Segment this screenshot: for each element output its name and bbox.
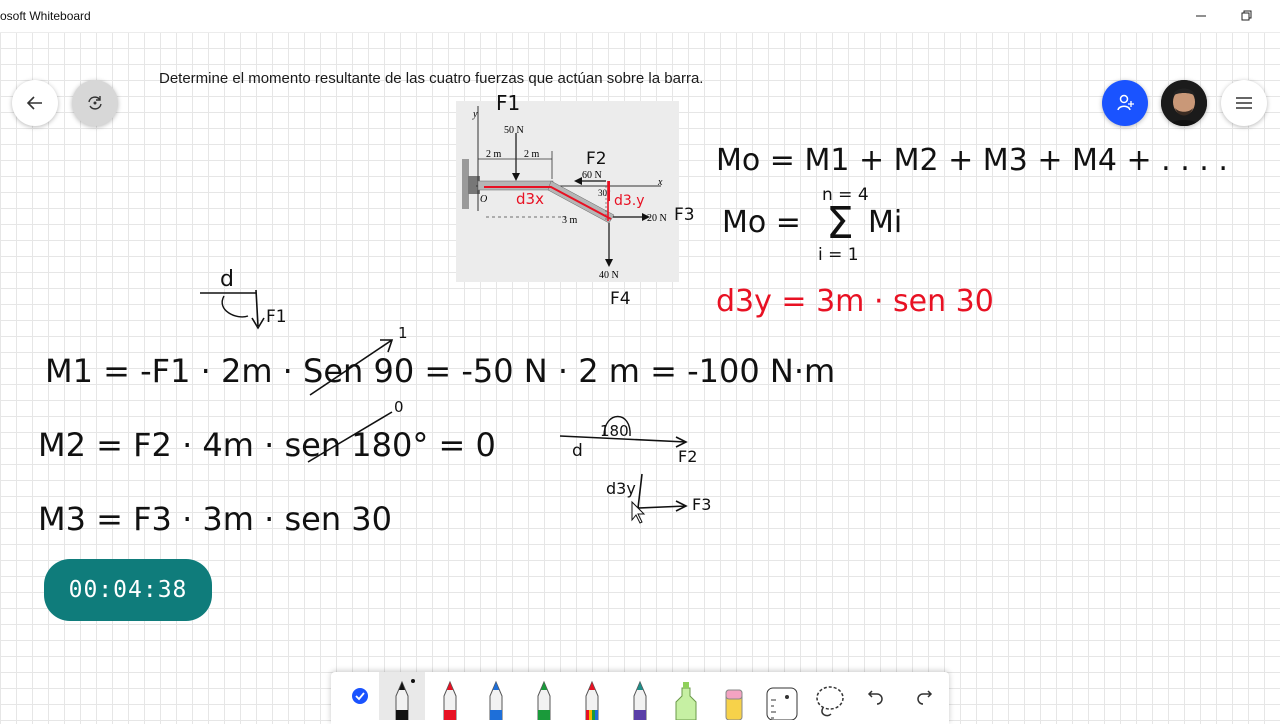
lasso-icon <box>813 680 847 720</box>
ink-m3-eq: M3 = F3 · 3m · sen 30 <box>38 500 392 538</box>
red-d3x-label: d3x <box>516 190 544 208</box>
tool-rainbow-pen[interactable] <box>569 672 615 720</box>
redo-icon <box>914 686 934 706</box>
label-20n: 20 N <box>647 213 667 224</box>
ink-one: 1 <box>398 324 408 342</box>
tool-red-pen[interactable] <box>427 672 473 720</box>
label-3m: 3 m <box>562 215 578 226</box>
eraser-icon <box>721 678 747 720</box>
ink-deg-zero: 0 <box>394 398 404 416</box>
tool-lasso[interactable] <box>807 672 853 720</box>
tool-blue-pen[interactable] <box>473 672 519 720</box>
highlighter-icon <box>671 678 701 720</box>
ink-m2-eq: M2 = F2 · 4m · sen 180° = 0 <box>38 426 496 464</box>
origin-label: O <box>480 194 488 205</box>
ink-f1: F1 <box>496 91 521 115</box>
tool-green-pen[interactable] <box>521 672 567 720</box>
ink-f3-sketch: F3 <box>692 495 712 514</box>
problem-statement: Determine el momento resultante de las cuatro fuerzas que actúan sobre la barra. <box>159 70 704 87</box>
timer[interactable]: 00:04:38 <box>44 559 212 621</box>
label-50n: 50 N <box>504 125 524 136</box>
ink-sum-bottom: i = 1 <box>818 245 859 265</box>
tool-galaxy-pen[interactable] <box>617 672 663 720</box>
app-title: osoft Whiteboard <box>0 9 91 23</box>
ink-d3y-sketch: d3y <box>606 479 636 498</box>
tool-highlighter[interactable] <box>663 672 709 720</box>
label-40n: 40 N <box>599 270 619 281</box>
redo-button[interactable] <box>901 672 947 720</box>
y-axis-label: y <box>473 109 478 120</box>
tool-ruler[interactable] <box>759 672 805 720</box>
label-60n: 60 N <box>582 170 602 181</box>
pen-red-icon <box>437 678 463 720</box>
pen-black-icon <box>389 678 415 720</box>
ink-toolbar <box>331 672 949 724</box>
label-2m-b: 2 m <box>524 149 540 160</box>
tool-black-pen[interactable] <box>379 672 425 720</box>
ink-d-label: d <box>220 267 234 292</box>
ink-to-shape-toggle[interactable] <box>337 672 383 720</box>
pen-rainbow-icon <box>579 678 605 720</box>
ink-sum-top: n = 4 <box>822 185 869 205</box>
pen-blue-icon <box>483 678 509 720</box>
label-30deg: 30° <box>598 188 611 198</box>
ink-mo-sum: Mo = M1 + M2 + M3 + M4 + . . . . <box>716 143 1228 178</box>
ink-180: 180 <box>600 422 629 440</box>
ink-f2-sketch: F2 <box>678 447 698 466</box>
ink-d3y-eq: d3y = 3m · sen 30 <box>716 284 994 319</box>
ink-m1-eq: M1 = -F1 · 2m · Sen 90 = -50 N · 2 m = -100 N·m <box>45 352 836 390</box>
ink-f3: F3 <box>674 205 695 225</box>
red-d3y-label: d3.y <box>614 193 645 209</box>
ink-f4: F4 <box>610 289 631 309</box>
ruler-icon <box>765 680 799 720</box>
ink-f2: F2 <box>586 149 607 169</box>
ink-d-small: d <box>572 441 583 461</box>
undo-icon <box>866 686 886 706</box>
ink-mi: Mi <box>868 205 903 240</box>
tool-eraser[interactable] <box>711 672 757 720</box>
x-axis-label: x <box>658 177 663 188</box>
check-circle-icon <box>350 686 370 706</box>
ink-mo-sigma: Mo = <box>722 205 801 240</box>
ink-sigma: Σ <box>826 198 854 249</box>
pen-green-icon <box>531 678 557 720</box>
pen-galaxy-icon <box>627 678 653 720</box>
undo-button[interactable] <box>853 672 899 720</box>
ink-f1-sketch: F1 <box>266 307 287 327</box>
label-2m-a: 2 m <box>486 149 502 160</box>
